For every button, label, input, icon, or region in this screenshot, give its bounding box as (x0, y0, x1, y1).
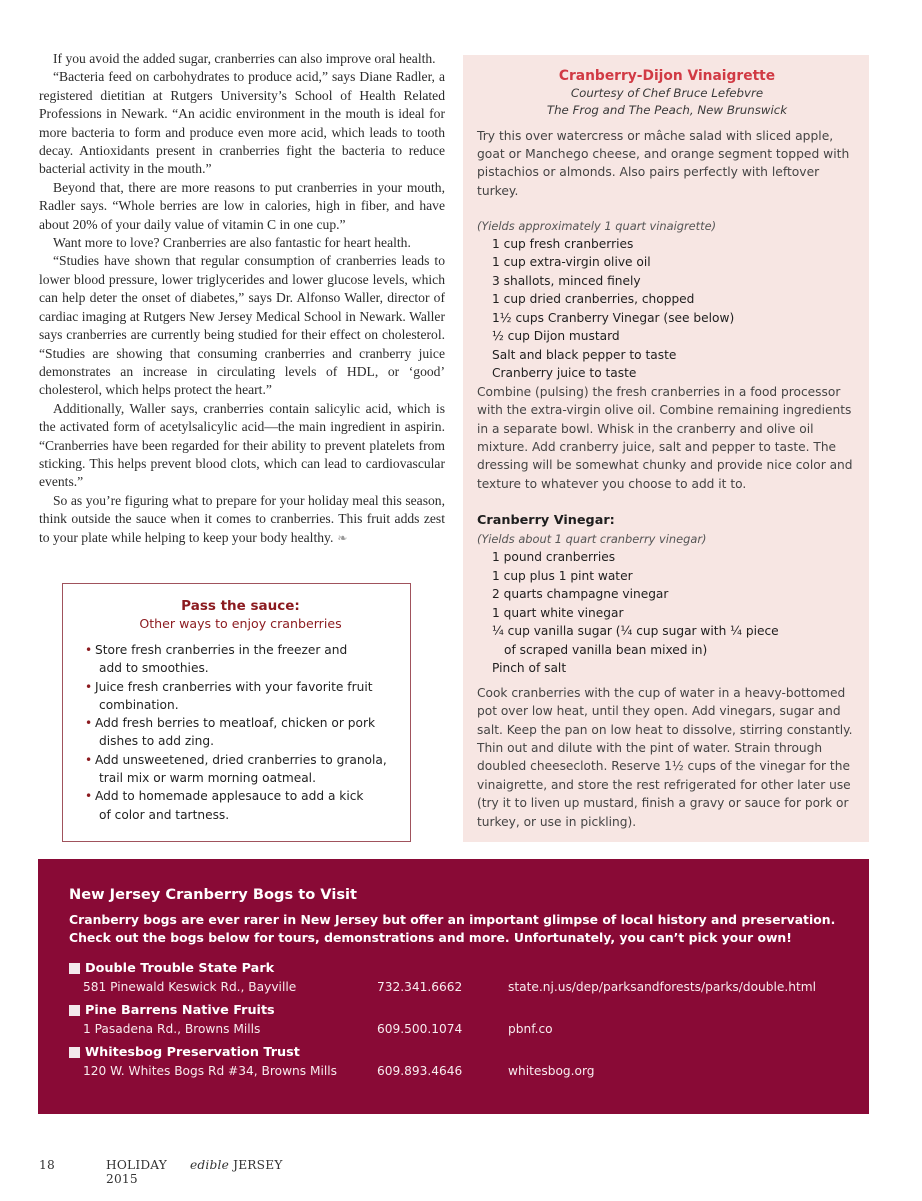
ingredient: Cranberry juice to taste (492, 366, 637, 381)
bog-phone: 609.500.1074 (377, 1021, 463, 1036)
bog-url[interactable]: whitesbog.org (508, 1063, 595, 1078)
brand-edible: edible (190, 1158, 230, 1172)
page-footer (39, 1158, 283, 1186)
bullet-icon: • (85, 643, 93, 657)
list-item-text-cont: add to smoothies. (99, 661, 209, 676)
ingredient: 1 cup dried cranberries, chopped (492, 292, 695, 307)
ingredient: Pinch of salt (492, 661, 567, 676)
bog-name: Whitesbog Preservation Trust (85, 1044, 300, 1060)
square-bullet-icon (69, 963, 80, 974)
bog-entry (69, 1002, 839, 1038)
bog-address: 120 W. Whites Bogs Rd #34, Browns Mills (83, 1063, 338, 1078)
ingredient (492, 622, 857, 659)
recipe-intro: Try this over watercress or mâche salad with sliced apple, goat or Manchego cheese, and orange segment topped with pistachios or almonds. Also pairs perfectly with leftover turkey. (477, 129, 850, 198)
bog-details (69, 978, 839, 996)
list-item-text: Store fresh cranberries in the freezer and (95, 643, 348, 657)
list-item-text-cont: dishes to add zing. (99, 734, 214, 749)
article-paragraph: If you avoid the added sugar, cranberries can also improve oral health. (53, 51, 436, 66)
list-item (85, 714, 396, 751)
article-paragraph-text: So as you’re figuring what to prepare for your holiday meal this season, think outside the sauce when it comes to cranberries. This fruit adds zest to your plate while helping to keep your body healthy. (39, 492, 445, 545)
bog-phone: 609.893.4646 (377, 1063, 463, 1078)
square-bullet-icon (69, 1047, 80, 1058)
vinegar-method: Cook cranberries with the cup of water in a heavy-bottomed pot over low heat, until they open. Add vinegars, sugar and salt. Keep the pan on low heat to dissolve, stirring constantly. Thin out and dilute with the pint of water. Strain through doubled cheesecloth. Reserve 1½ cups of the vinegar for the vinaigrette, and store the rest refrigerated for other later use (try it to liven up mustard, finish a gravy or sauce for pork or turkey, or use in pickling). (477, 685, 853, 829)
vinegar-heading: Cranberry Vinegar: (477, 513, 615, 529)
recipe-title: Cranberry-Dijon Vinaigrette (558, 68, 776, 84)
article-paragraph: “Studies have shown that regular consumption of cranberries leads to lower blood pressure, lower triglycerides and lower glucose levels, which can help deter the onset of diabetes,” says Dr. Alfonso Waller, director of cardiac imaging at Rutgers New Jersey Medical School in Newark. Waller says cranberries are currently being studied for their effect on cholesterol. “Studies are showing that consuming cranberries and cranberry juice demonstrates an increase in circulating levels of HDL, or ‘good’ cholesterol, which helps protect the heart.” (39, 253, 445, 398)
bog-name-row (69, 960, 839, 978)
bog-address: 1 Pasadena Rd., Browns Mills (83, 1021, 261, 1036)
list-item-text-cont: of color and tartness. (99, 807, 230, 822)
bog-address: 581 Pinewald Keswick Rd., Bayville (83, 979, 297, 994)
page-number: 18 (39, 1158, 55, 1172)
bog-details (69, 1020, 839, 1038)
bog-url[interactable]: pbnf.co (508, 1021, 553, 1036)
bullet-icon: • (85, 752, 93, 767)
recipe-credit-restaurant: The Frog and The Peach, New Brunswick (546, 103, 788, 117)
bogs-intro (69, 911, 839, 948)
list-item-text-cont: combination. (99, 697, 179, 712)
bog-name: Double Trouble State Park (85, 960, 275, 976)
list-item-text: Juice fresh cranberries with your favorite fruit (95, 679, 373, 694)
ingredient-text: ¼ cup vanilla sugar (¼ cup sugar with ¼ piece (492, 624, 779, 639)
article-paragraph: Want more to love? Cranberries are also fantastic for heart health. (53, 235, 411, 251)
bog-url[interactable]: state.nj.us/dep/parksandforests/parks/double.html (508, 979, 817, 994)
ingredient: 1 cup extra-virgin olive oil (492, 255, 651, 270)
ingredient: 1 quart white vinegar (492, 605, 624, 620)
bullet-icon: • (85, 789, 93, 804)
bogs-intro-line: Check out the bogs below for tours, demonstrations and more. Unfortunately, you can’t pick your own! (69, 930, 792, 946)
bog-name-row (69, 1002, 839, 1020)
ingredient: 2 quarts champagne vinegar (492, 587, 669, 602)
ingredient: 1½ cups Cranberry Vinegar (see below) (492, 310, 735, 325)
bog-phone: 732.341.6662 (377, 979, 463, 994)
issue-label: HOLIDAY 2015 (106, 1158, 168, 1186)
bogs-intro-line: Cranberry bogs are ever rarer in New Jersey but offer an important glimpse of local history and preservation. (69, 912, 836, 927)
bogs-title: New Jersey Cranberry Bogs to Visit (69, 886, 358, 903)
sidebar-title: Pass the sauce: (181, 598, 300, 614)
cranberry-bogs-box (38, 859, 869, 1114)
ingredient: 1 cup plus 1 pint water (492, 568, 633, 583)
ingredient: 1 pound cranberries (492, 550, 616, 565)
list-item (85, 678, 396, 715)
brand-name: JERSEY (233, 1158, 283, 1172)
vinegar-yields: (Yields about 1 quart cranberry vinegar) (477, 532, 707, 547)
article-body (39, 50, 445, 547)
bullet-icon: • (85, 716, 93, 731)
ingredient-text-cont: of scraped vanilla bean mixed in) (504, 642, 708, 657)
recipe-yields: (Yields approximately 1 quart vinaigrette) (477, 218, 717, 233)
list-item-text: Add fresh berries to meatloaf, chicken or pork (95, 716, 376, 731)
bog-details (69, 1062, 839, 1080)
list-item (85, 751, 396, 788)
bog-list (69, 960, 839, 1080)
publication-brand (190, 1158, 283, 1186)
article-paragraph: “Bacteria feed on carbohydrates to produce acid,” says Diane Radler, a registered dietitian at Rutgers University’s School of Health Related Professions in Newark. “An acidic environment in the mouth is ideal for more bacteria to form and produce even more acid, which leads to tooth decay. Antioxidants present in cranberries fight the bacteria to reduce bacterial activity in the mouth.” (39, 69, 445, 177)
bog-name-row (69, 1044, 839, 1062)
bullet-icon: • (85, 679, 93, 694)
ingredient-list (477, 235, 857, 383)
article-paragraph: Additionally, Waller says, cranberries contain salicylic acid, which is the activated form of acetylsalicylic acid—the main ingredient in aspirin. “Cranberries have been regarded for their ability to prevent platelets from sticking. This helps prevent blood clots, which can lead to cardiovascular events.” (39, 400, 445, 490)
square-bullet-icon (69, 1005, 80, 1016)
list-item-text-cont: trail mix or warm morning oatmeal. (99, 771, 316, 786)
sidebar-list (85, 641, 396, 824)
bog-name: Pine Barrens Native Fruits (85, 1002, 275, 1018)
recipe-credit-chef: Courtesy of Chef Bruce Lefebvre (570, 86, 764, 100)
recipe-panel (463, 55, 869, 842)
ingredient: 3 shallots, minced finely (492, 273, 641, 288)
list-item-text: Add to homemade applesauce to add a kick (95, 789, 364, 804)
ingredient: Salt and black pepper to taste (492, 347, 677, 362)
list-item-text: Add unsweetened, dried cranberries to granola, (95, 752, 387, 767)
ingredient: 1 cup fresh cranberries (492, 236, 634, 251)
bog-entry (69, 960, 839, 996)
sidebar-subtitle: Other ways to enjoy cranberries (139, 616, 342, 631)
ingredient: ½ cup Dijon mustard (492, 329, 620, 344)
list-item (85, 641, 396, 678)
list-item (85, 787, 396, 824)
vinegar-ingredient-list (477, 548, 857, 678)
end-mark-icon: ❧ (337, 530, 348, 545)
pass-the-sauce-box (62, 583, 411, 842)
recipe-method: Combine (pulsing) the fresh cranberries in a food processor with the extra-virgin olive oil. Combine remaining ingredients in a separate bowl. Whisk in the cranberry and olive oil mixture. Add cranberry juice, salt and pepper to taste. The dressing will be somewhat chunky and provide nice color and texture to whatever you choose to add it to. (477, 384, 853, 491)
bog-entry (69, 1044, 839, 1080)
article-paragraph-last (39, 492, 445, 547)
article-paragraph: Beyond that, there are more reasons to put cranberries in your mouth, Radler says. “Whole berries are low in calories, high in fiber, and have about 20% of your daily value of vitamin C in one cup.” (39, 179, 445, 232)
